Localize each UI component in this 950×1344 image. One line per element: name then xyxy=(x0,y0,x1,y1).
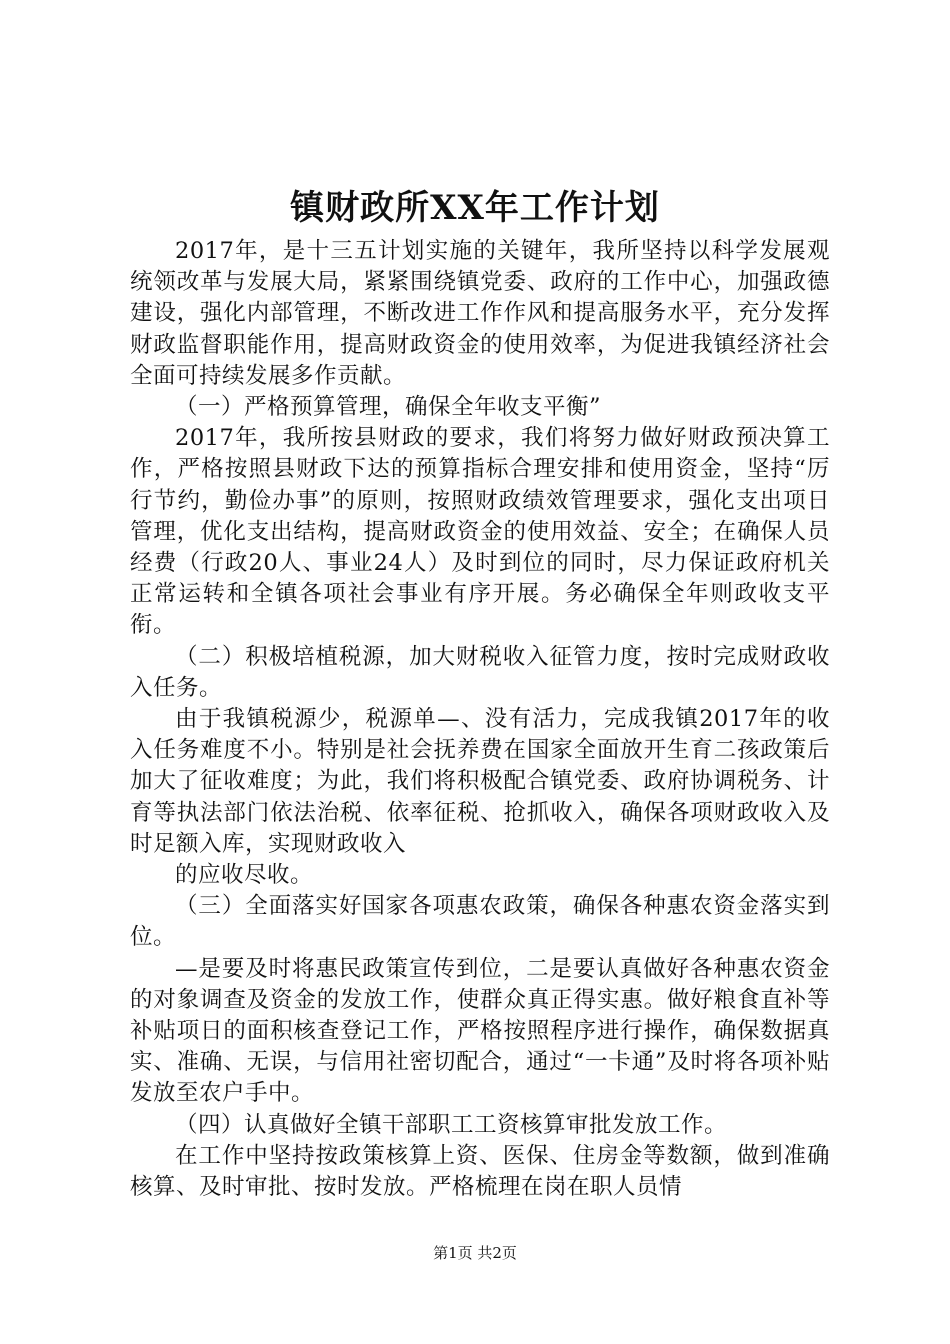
section-heading-4: （四）认真做好全镇干部职工工资核算审批发放工作。 xyxy=(175,1111,728,1138)
paragraph-salary: 在工作中坚持按政策核算上资、医保、住房金等数额，做到准确核算、及时审批、按时发放。严格梳理在岗在职人员情 xyxy=(130,1142,830,1201)
page-footer: 第1页 共2页 xyxy=(433,1244,517,1262)
section-heading-3: （三）全面落实好国家各项惠农政策，确保各种惠农资金落实到位。 xyxy=(130,893,830,951)
document-body xyxy=(130,236,830,1203)
paragraph-subsidy: —是要及时将惠民政策宣传到位，二是要认真做好各种惠农资金的对象调查及资金的发放工作，使群众真正得实惠。做好粮食直补等补贴项日的面积核查登记工作，严格按照程序进行操作，确保数据真实、准确、无误，与信用社密切配合，通过“一卡通”及时将各项补贴发放至农户手中。 xyxy=(130,955,830,1107)
paragraph-intro: 2017年，是十三五计划实施的关键年，我所坚持以科学发展观统领改革与发展大局，紧紧围绕镇党委、政府的工作中心，加强政德建设，强化内部管理，不断改进工作作风和提高服务水平，充分发挥财政监督职能作用，提高财政资金的使用效率，为促进我镇经济社会全面可持续发展多作贡献。 xyxy=(130,238,830,389)
section-heading-1: （一）严格预算管理，确保全年收支平衡” xyxy=(175,394,602,421)
paragraph-budget: 2017年，我所按县财政的要求，我们将努力做好财政预决算工作，严格按照县财政下达的预算指标合理安排和使用资金，坚持“厉行节约，勤俭办事”的原则，按照财政绩效管理要求，强化支出项日管理，优化支出结构，提高财政资金的使用效益、安全；在确保人员经费（行政20人、事业24人）及时到位的同时，尽力保证政府机关正常运转和全镇各项社会事业有序开展。务必确保全年则政收支平衔。 xyxy=(130,425,830,639)
paragraph-tax: 由于我镇税源少，税源单—、没有活力，完成我镇2017年的收入任务难度不小。特别是社会抚养费在国家全面放开生育二孩政策后加大了征收难度；为此，我们将积极配合镇党委、政府协调税务、计育等执法部门依法治税、依率征税、抢抓收入，确保各项财政收入及时足额入库，实现财政收入 xyxy=(130,706,830,857)
document-title: 镇财政所XX年工作计划 xyxy=(290,188,660,228)
section-heading-2: （二）积极培植税源，加大财税收入征管力度，按时完成财政收入任务。 xyxy=(130,643,830,701)
paragraph-tax-continued: 的应收尽收。 xyxy=(175,862,314,889)
